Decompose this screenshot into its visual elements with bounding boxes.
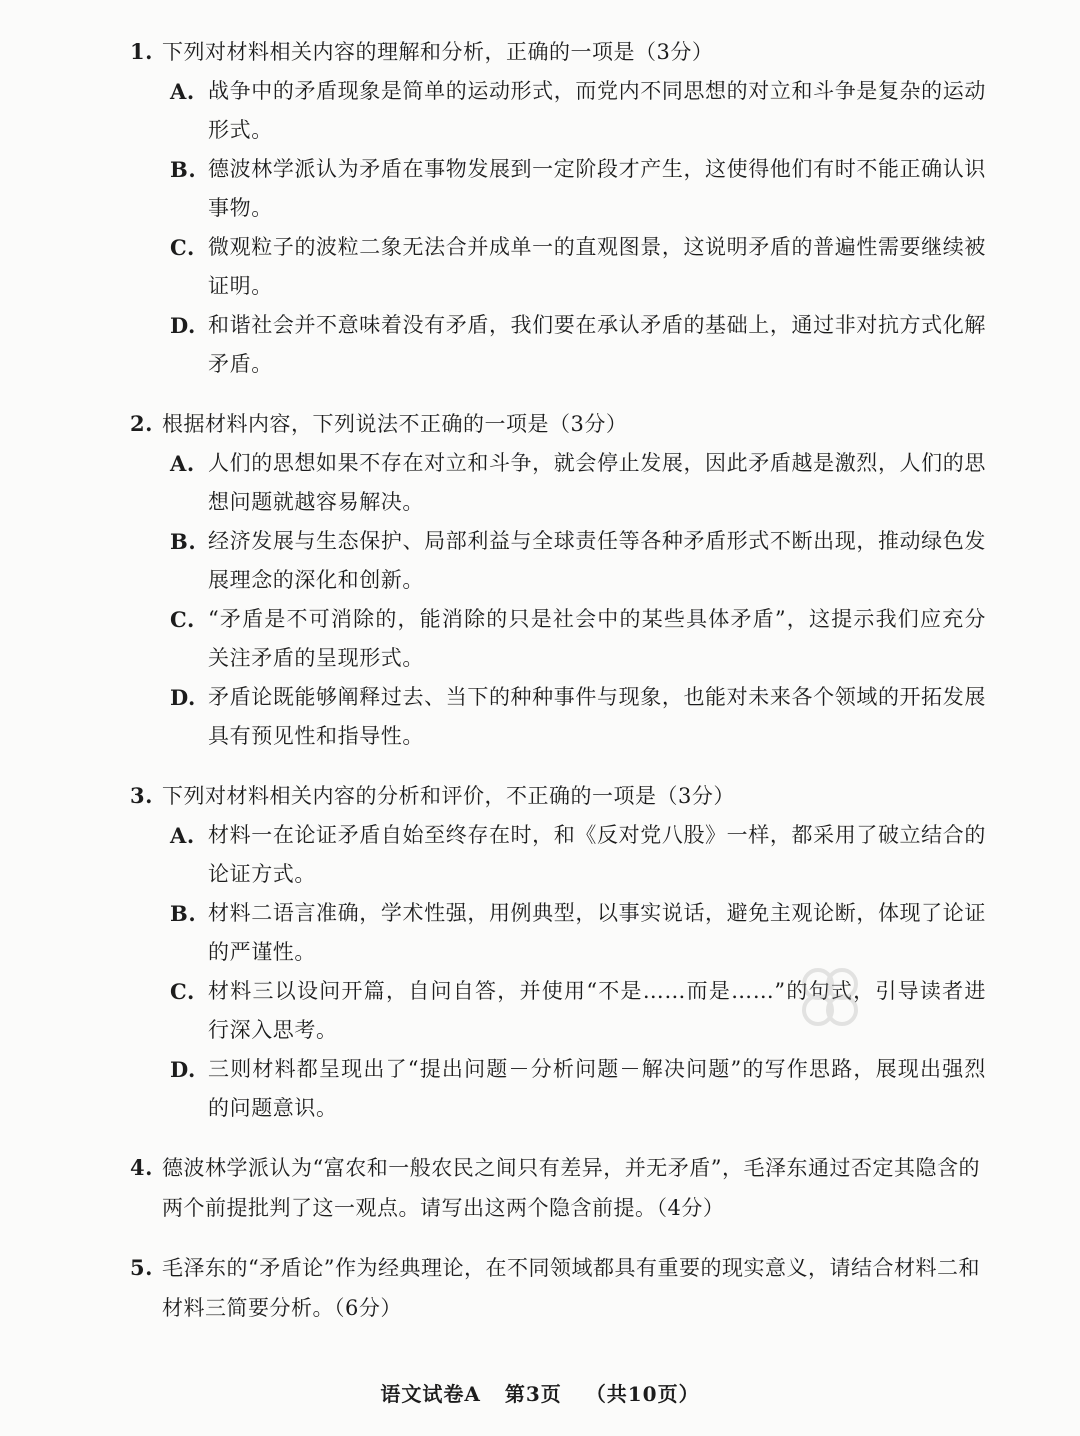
option-letter: B. xyxy=(170,157,197,182)
option-a xyxy=(0,444,1080,522)
question-number: 2. xyxy=(130,411,153,436)
option-text: 战争中的矛盾现象是简单的运动形式，而党内不同思想的对立和斗争是复杂的运动形式。 xyxy=(208,79,986,142)
option-b xyxy=(0,150,1080,228)
question-stem-row xyxy=(0,1148,1080,1228)
option-letter: A. xyxy=(170,451,195,476)
option-c xyxy=(0,972,1080,1050)
option-c xyxy=(0,228,1080,306)
option-letter: D. xyxy=(170,1057,196,1082)
option-b xyxy=(0,894,1080,972)
question-4 xyxy=(0,1148,1080,1228)
question-stem: 毛泽东的“矛盾论”作为经典理论，在不同领域都具有重要的现实意义，请结合材料二和材料三简要分析。（6分） xyxy=(162,1256,980,1320)
page-number: 第3页 xyxy=(504,1382,562,1406)
option-letter: D. xyxy=(170,313,196,338)
question-stem: 德波林学派认为“富农和一般农民之间只有差异，并无矛盾”，毛泽东通过否定其隐含的两个前提批判了这一观点。请写出这两个隐含前提。（4分） xyxy=(162,1156,980,1220)
option-text: 材料二语言准确，学术性强，用例典型，以事实说话，避免主观论断，体现了论证的严谨性。 xyxy=(208,901,986,964)
option-text: 人们的思想如果不存在对立和斗争，就会停止发展，因此矛盾越是激烈，人们的思想问题就越容易解决。 xyxy=(208,451,986,514)
option-text: 经济发展与生态保护、局部利益与全球责任等各种矛盾形式不断出现，推动绿色发展理念的深化和创新。 xyxy=(208,529,986,592)
option-letter: D. xyxy=(170,685,196,710)
page-footer xyxy=(0,1378,1080,1407)
option-text: 和谐社会并不意味着没有矛盾，我们要在承认矛盾的基础上，通过非对抗方式化解矛盾。 xyxy=(208,313,986,376)
question-stem: 根据材料内容，下列说法不正确的一项是（3分） xyxy=(162,412,628,436)
option-d xyxy=(0,306,1080,384)
question-2 xyxy=(0,404,1080,756)
option-text: 矛盾论既能够阐释过去、当下的种种事件与现象，也能对未来各个领域的开拓发展具有预见性和指导性。 xyxy=(208,685,986,748)
option-letter: A. xyxy=(170,823,195,848)
option-d xyxy=(0,1050,1080,1128)
paper-name: 语文试卷A xyxy=(380,1382,481,1406)
option-c xyxy=(0,600,1080,678)
watermark-icon xyxy=(788,958,872,1042)
question-number: 1. xyxy=(130,39,153,64)
option-text: 材料一在论证矛盾自始至终存在时，和《反对党八股》一样，都采用了破立结合的论证方式。 xyxy=(208,823,986,886)
option-d xyxy=(0,678,1080,756)
option-letter: B. xyxy=(170,529,197,554)
option-a xyxy=(0,72,1080,150)
question-stem: 下列对材料相关内容的理解和分析，正确的一项是（3分） xyxy=(162,40,714,64)
question-number: 3. xyxy=(130,783,153,808)
question-stem-row xyxy=(0,776,1080,816)
question-stem-row xyxy=(0,1248,1080,1328)
question-stem: 下列对材料相关内容的分析和评价，不正确的一项是（3分） xyxy=(162,784,735,808)
option-a xyxy=(0,816,1080,894)
option-letter: C. xyxy=(170,235,195,260)
question-number: 4. xyxy=(130,1155,153,1180)
question-list xyxy=(0,32,1080,1348)
option-text: 德波林学派认为矛盾在事物发展到一定阶段才产生，这使得他们有时不能正确认识事物。 xyxy=(208,157,986,220)
option-letter: A. xyxy=(170,79,195,104)
option-text: “矛盾是不可消除的，能消除的只是社会中的某些具体矛盾”，这提示我们应充分关注矛盾的呈现形式。 xyxy=(208,607,986,670)
question-5 xyxy=(0,1248,1080,1328)
question-stem-row xyxy=(0,32,1080,72)
option-text: 三则材料都呈现出了“提出问题－分析问题－解决问题”的写作思路，展现出强烈的问题意识。 xyxy=(208,1057,986,1120)
question-3 xyxy=(0,776,1080,1128)
option-text: 材料三以设问开篇，自问自答，并使用“不是……而是……”的句式，引导读者进行深入思考。 xyxy=(208,979,986,1042)
option-b xyxy=(0,522,1080,600)
question-stem-row xyxy=(0,404,1080,444)
option-letter: C. xyxy=(170,979,195,1004)
page-total: （共10页） xyxy=(585,1382,700,1406)
question-number: 5. xyxy=(130,1255,153,1280)
option-letter: C. xyxy=(170,607,195,632)
question-1 xyxy=(0,32,1080,384)
option-text: 微观粒子的波粒二象无法合并成单一的直观图景，这说明矛盾的普遍性需要继续被证明。 xyxy=(208,235,986,298)
option-letter: B. xyxy=(170,901,197,926)
